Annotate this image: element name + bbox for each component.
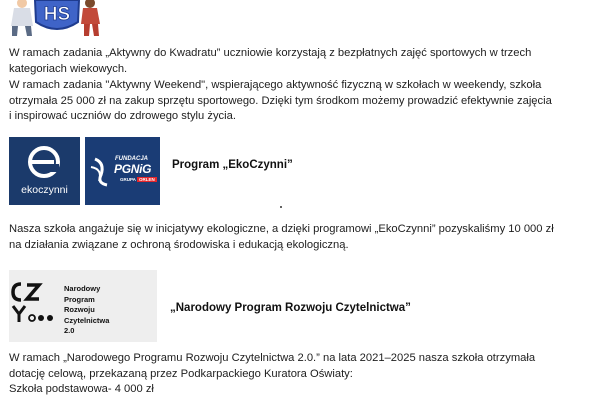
pgnig-logo-icon — [87, 137, 117, 205]
pgnig-foundation-logo — [85, 137, 160, 205]
paragraph-ekoczynni: Nasza szkoła angażuje się w inicjatywy ekologiczne, a dzięki programowi „EkoCzynni” pozyskaliśmy 10 000 zł na działania związane z ochroną środowiska i edukacją ekologiczną. — [9, 223, 554, 251]
npr-program-label: „Narodowy Program Rozwoju Czytelnictwa” — [170, 302, 411, 314]
pgnig-name: PGNiG — [114, 162, 152, 176]
ekoczynni-program-label: Program „EkoCzynni” — [172, 159, 293, 171]
npr-logo-title: Narodowy Program Rozwoju Czytelnictwa 2.0 — [64, 284, 110, 335]
npr-logo — [9, 270, 157, 342]
npr-logo-icon — [9, 270, 61, 342]
pgnig-group-label: GRUPA ORLEN — [120, 177, 155, 182]
paragraph-aktywny-weekend: W ramach zadania "Aktywny Weekend", wspierającego aktywność fizyczną w szkołach w weekendy, szkoła otrzymała 25 000 zł na zakup sprzętu sportowego. Dzięki tym środkom możemy prowadzić efektywnie zajęcia i inspirować uczniów do zdrowego stylu życia. — [9, 79, 552, 122]
ekoczynni-logo — [9, 137, 80, 205]
paragraph-npr: W ramach „Narodowego Programu Rozwoju Czytelnictwa 2.0.” na lata 2021–2025 nasza szkoła otrzymała dotację celową, przekazaną przez Podkarpackiego Kuratora Oświaty: Szkoła podstawowa- 4 000 zł — [9, 352, 536, 395]
hs-letters: HS — [43, 4, 71, 25]
ekoczynni-logo-text: ekoczynni — [21, 184, 68, 196]
stray-dot — [280, 206, 282, 208]
paragraph-aktywny-do-kwadratu: W ramach zadania „Aktywny do Kwadratu” uczniowie korzystają z bezpłatnych zajęć sportowych w trzech kategoriach wiekowych. — [9, 47, 532, 75]
sports-logo — [0, 0, 110, 36]
sports-logo-icon — [0, 0, 110, 36]
pgnig-foundation-label: FUNDACJA — [115, 156, 148, 162]
